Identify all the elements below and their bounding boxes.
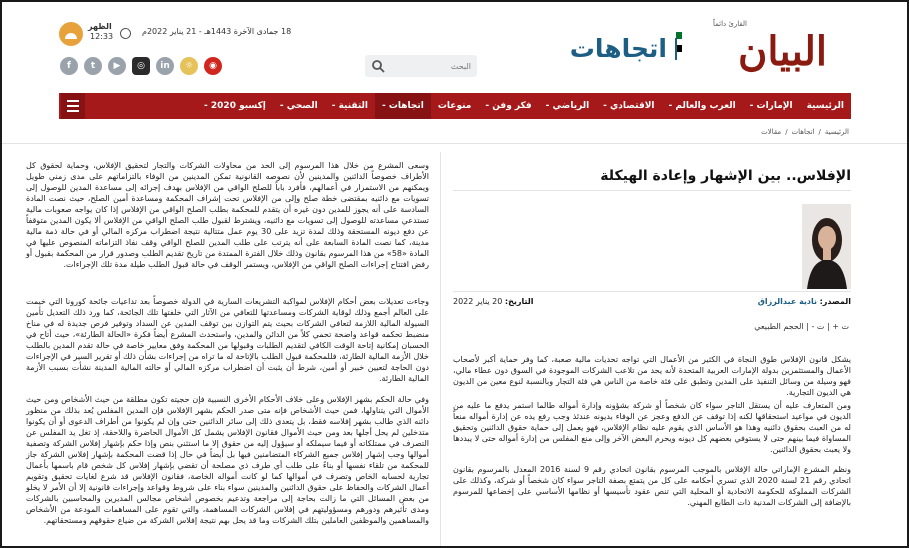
nav-item-sports[interactable]: الرياضي - — [545, 101, 590, 111]
article-paragraph: يشكل قانون الإفلاس طوق النجاة في الكثير من الأعمال التي تواجه تحديات مالية صعبة، كما وفر حماية أكبر لأصحاب الأعمال والمستثمرين بدولة الإمارات العربية المتحدة لأنه يحد من تلاعب الشركات الموجودة في السوق دون عطاء مالي، فهو وسيلة من وسائل التنفيذ على المدين وتطبق على فئة خاصة من الناس هي فئة التجار وبالنسبة لنوع معين من الديون هي الديون التجارية. — [453, 355, 851, 397]
article-paragraph: وسعى المشرع من خلال هذا المرسوم إلى الحد من محاولات الشركات والتجار لتحقيق الإفلاس، وحماية لحقوق كل الأطراف خصوصاً الدائنين والمدينين لأن نصوصه القانونية تمكن المدينين من الوفاء بالتزاماتهم على مدى زمني طويل ويمكنهم من الاستمرار في أعمالهم، فأفرد باباً للصلح الواقي من الإفلاس بهدف إجرائه إلى مساعدة المدين للوصول إلى تسويات مع دائنيه بمقتضى خطة صلح وإلى من الإفلاس تحت إشراف المحكمة ومساعدة أمين الصلح، حيث نصت المادة السادسة على أنه يجوز للمدين دون غيره أن يتقدم للمحكمة بطلب الصلح الواقي من الإفلاس إذا كان يواجه صعوبات مالية تستدعي مساعدته للوصول إلى تسويات مع دائنيه، ويشترط لقبول طلب الصلح الواقي من الإفلاس ألا يكون المدين متوقفاً عن دفع ديونه المستحقة وذلك لمدة تزيد على 30 يوم عمل متتالية نتيجة اضطراب مركزه المالي أو في حالة ذمة مالية مدينة، كما نصت المادة السابعة على أنه يترتب على طلب المدين للصلح الواقي وقف نفاذ التزاماته المنصوص عليها في المادة «58» من هذا المرسوم بقانون وذلك خلال الفترة الممتدة من تاريخ تقديم الطلب وصدور قرار من المحكمة بقبول أو رفض افتتاح إجراءات الصلح الواقي من الإفلاس، ويستمر الوقف في حالة قبول الطلب طيلة مدة تلك الإجراءات. — [26, 161, 429, 269]
header-date: 18 جمادى الآخرة 1443هـ - 21 يناير 2022م — [142, 27, 292, 36]
facebook-icon[interactable]: f — [60, 57, 78, 75]
search-input[interactable] — [391, 62, 471, 71]
author-label: المصدر: — [819, 297, 851, 306]
hamburger-menu-icon[interactable] — [61, 93, 85, 119]
breadcrumb-opinion[interactable]: اتجاهات — [791, 128, 815, 136]
title-divider — [453, 190, 851, 191]
article-paragraph: وجاءت تعديلات بعض أحكام الإفلاس لمواكبة التشريعات السارية في الدولة خصوصاً بعد تداعيات جائحة كورونا التي خيمت على العالم أجمع وذلك لوقاية الشركات ومساعدتها للتعافي من الآثار التي خلفتها تلك الجائحة، كما ورد ذلك التعديل تأمين السيولة المالية اللازمة لتعافي الشركات بحيث يتم التوازن بين توقف المدين عن السداد وتوفير فرص جديدة له في مناخ منضبط تحكمه قواعد واضحة تحمي كلاً من الدائن والمدين، واستحدث المشرع أيضاً فكرة «الحالة الطارئة»، حيث أتاح في الحسبان إمكانية إتاحة الوقت الكافي لتقديم الطلبات وقبولها من المحكمة وفق معايير خاصة في حالة تقدم المدين بالطلب خلال الأزمة المالية الطارئة، فللمحكمة قبول الطلب بالإتاحة له ما تراه من إجراءات بشأن ذلك أو تقرير السير في الإجراءات دون الحاجة لتعيين خبير أو أمين، شرط أن يثبت أن اضطراب مركزه المالي أو حالته المالية المدينة نشأت بسبب الأزمة المالية الطارئة. — [26, 297, 429, 383]
search-box[interactable] — [365, 55, 477, 77]
article-title: الإفلاس.. بين الإشهار وإعادة الهيكلة — [600, 168, 851, 184]
site-header — [2, 2, 907, 90]
meta-divider — [453, 291, 851, 292]
article-paragraph: ونظم المشرع الإماراتي حالة الإفلاس بالموجب المرسوم بقانون اتحادي رقم 9 لسنة 2016 المعدل بالمرسوم بقانون اتحادي رقم 21 لسنة 2020 الذي تسري أحكامه على كل من يتمتع بصفة التاجر سواء كان شخصاً أو شركة، وكذلك على الشركات المملوكة للحكومة الاتحادية أو المحلية التي تنص عقود تأسيسها أو نظامها الأساسي على إخضاعها للمرسوم بالإضافة إلى الشركات المدنية ذات الطابع المهني. — [453, 465, 851, 507]
nav-item-expo[interactable]: إكسبو 2020 - — [204, 101, 266, 111]
breadcrumb-home[interactable]: الرئيسية — [824, 128, 849, 136]
nav-item-world[interactable]: العرب والعالم - — [668, 101, 736, 111]
font-size-controls[interactable]: ت + | ت - | الحجم الطبيعي — [754, 322, 849, 331]
youtube-icon[interactable]: ▶ — [108, 57, 126, 75]
prayer-sun-icon — [59, 22, 83, 46]
breadcrumb-articles[interactable]: مقالات — [761, 128, 782, 136]
logo-tagline: القارئ دائماً — [712, 20, 747, 28]
header-divider — [2, 143, 907, 144]
main-nav — [59, 93, 851, 119]
article-date: 20 يناير 2022 — [453, 297, 503, 306]
author-photo — [802, 204, 851, 289]
article-paragraph: وفي حالة الحكم بشهر الإفلاس وعلى خلاف الأحكام الأخرى النسبية فإن حجيته تكون مطلقة من حيث الأشخاص ومن حيث الأموال التي يتناولها، فمن حيث الأشخاص فإنه متى صدر الحكم بشهر الإفلاس فإن المدين المفلس يُعد بذلك من منظور دائنه الذي طالب بشهر إفلاسه فقط، بل يتعدى ذلك إلى سائر الدائنين حتى وإن لم يكونوا من أطراف الدعوى أو أن يكونوا متدخلين لم يحل أجلها بعد ومن حيث الأموال فقانون الإفلاس يشمل كل الأموال الحاضرة واللاحقة، إذ تغل يد المفلس عن التصرف في ممتلكاته أو فيما سيملكه أو سيؤول إليه من حقوق إلا ما استثني بنص وإذا حكم بإشهار إفلاس الشركة وتصفية أموالها وجب إشهار إفلاس جميع الشركاء المتضامنين فيها بل أيضاً في حال إذا قضت المحكمة بإشهار إفلاس الشركة جاز للمحكمة من تلقاء نفسها أو بناءً على طلب أي طرف ذي مصلحة أن تقضي بإشهار إفلاس كل شخص قام باسمها بأعمال تجارية لحسابه الخاص وتصرف في أموالها كما لو كانت أمواله الخاصة، فقانون الإفلاس قد شرع لغايات تحقيق وتقويم أعمال الشركات والحفاظ على حقوق الدائنين والمدينين سواء بناء على شروط وقواعد وإجراءات قانونية إلا أن الأمر لا يخلو من بعض المسائل التي ما زالت بحاجة إلى مراجعة وتدعيم بخصوص أشخاص مجالس المديرين والمحاسبين بالشركات ومدى تأثيرهم ودورهم ومسؤوليتهم في إفلاس الشركات المساهمة، والتي تقوم على المساهمات المودعة من الأشخاص والمساهمين والموظفين العاملين بتلك الشركات وما قد يحل بهم نتيجة إفلاس الشركة من ضياع حقوقهم ومستحقاتهم. — [26, 395, 429, 525]
nav-item-opinion[interactable]: اتجاهات - — [375, 93, 431, 119]
article-meta — [453, 297, 851, 309]
nav-item-home[interactable]: الرئيسية — [806, 101, 844, 111]
instagram-icon[interactable]: ◎ — [132, 57, 150, 75]
breadcrumb-separator: / — [818, 128, 821, 136]
author-line — [758, 297, 851, 306]
twitter-icon[interactable]: t — [84, 57, 102, 75]
breadcrumb — [761, 128, 849, 136]
section-logo-ittijahat[interactable]: اتجاهات — [569, 34, 667, 63]
column-divider — [440, 152, 441, 546]
author-link[interactable]: نادية عبدالرزاق — [757, 297, 818, 306]
nav-item-tech[interactable]: التقنية - — [331, 101, 368, 111]
logo-albayan[interactable]: البيان — [737, 28, 827, 75]
nav-item-misc[interactable]: منوعات — [437, 101, 472, 111]
social-links — [60, 57, 222, 75]
search-icon[interactable] — [371, 59, 385, 73]
podcast-icon[interactable]: ◉ — [204, 57, 222, 75]
nav-item-economy[interactable]: الاقتصادي - — [603, 101, 655, 111]
nav-item-health[interactable]: الصحي - — [279, 101, 318, 111]
date-line — [453, 297, 534, 306]
prayer-name: الظهر — [88, 22, 112, 31]
article-paragraph: ومن المتعارف عليه أن يستقل التاجر سواء كان شخصاً أو شركة بشؤونه وإدارة أمواله طالما استمر يدفع ما عليه من الديون في مواعيد استحقاقها لكنه إذا توقف عن الدفع وعجز عن الوفاء بديونه عندئذ وجب رفع يده عن إدارة أمواله منعاً له من العبث بحقوق دائنيه وهذا هو الأساس الذي يقوم عليه نظام الإفلاس، فهو يعمل إلى حماية حقوق الدائنين وتحقيق المساواة فيما بينهم حتى لا يستوفي بعضهم كل ديونه ويحرم البعض الآخر وإلى منع المفلس من إدارة أمواله حتى لا يبددها ولا يعبث بحقوق الدائنين. — [453, 401, 851, 454]
logo-divider — [675, 38, 677, 60]
breadcrumb-separator: / — [785, 128, 788, 136]
date-label: التاريخ: — [504, 297, 534, 306]
nav-item-culture[interactable]: فكر وفن - — [485, 101, 532, 111]
clock-icon — [120, 28, 131, 39]
nav-item-emirates[interactable]: الإمارات - — [749, 101, 793, 111]
prayer-time: 12:33 — [90, 32, 114, 41]
sunburst-icon[interactable]: ☼ — [180, 57, 198, 75]
linkedin-icon[interactable]: in — [156, 57, 174, 75]
